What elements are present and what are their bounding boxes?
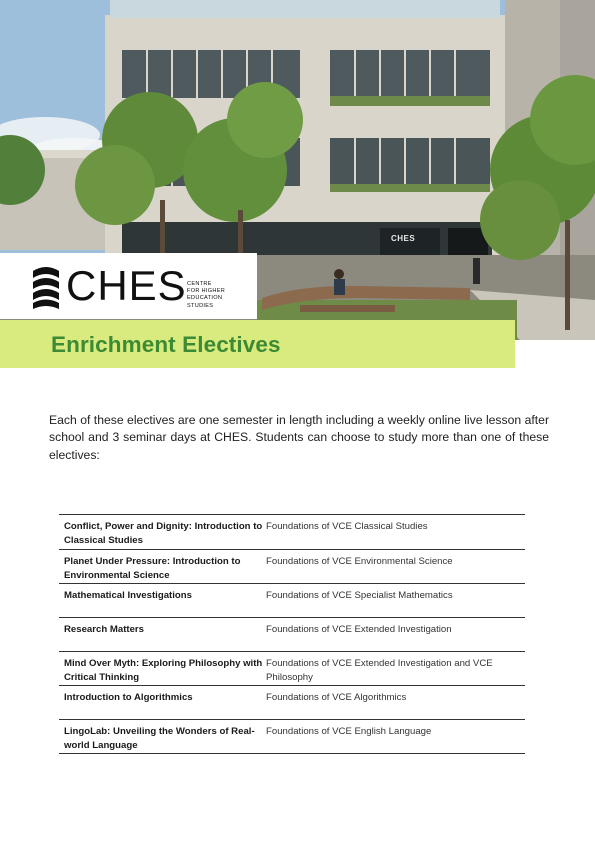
building-sign: CHES: [391, 234, 416, 243]
table-row: [59, 584, 525, 618]
logo-subtitle-line: EDUCATION: [187, 295, 223, 302]
logo-subtitle-line: STUDIES: [187, 302, 214, 309]
logo-subtitle: [187, 281, 247, 310]
elective-foundation: Foundations of VCE Extended Investigation: [266, 624, 452, 635]
elective-foundation: Foundations of VCE Extended Investigation and VCE Philosophy: [266, 658, 493, 683]
elective-name: Mathematical Investigations: [64, 590, 192, 601]
logo-subtitle-line: FOR HIGHER: [187, 288, 226, 295]
elective-foundation: Foundations of VCE Specialist Mathematics: [266, 590, 453, 601]
elective-foundation: Foundations of VCE Algorithmics: [266, 692, 407, 703]
ches-logo-icon: [31, 265, 61, 309]
elective-foundation: Foundations of VCE Classical Studies: [266, 521, 428, 532]
title-band: [0, 320, 515, 368]
table-row: [59, 720, 525, 754]
intro-paragraph: Each of these electives are one semester in length including a weekly online live lesson after school and 3 seminar days at CHES. Students can choose to study more than one of these electives:: [49, 413, 549, 462]
elective-name: Planet Under Pressure: Introduction to Environmental Science: [64, 556, 241, 581]
elective-name: Introduction to Algorithmics: [64, 692, 193, 703]
page-title: Enrichment Electives: [51, 332, 281, 357]
electives-table: [59, 514, 525, 754]
elective-foundation: Foundations of VCE Environmental Science: [266, 556, 453, 567]
table-row: [59, 652, 525, 686]
elective-name: Research Matters: [64, 624, 144, 635]
logo-subtitle-line: CENTRE: [187, 281, 212, 287]
elective-name: LingoLab: Unveiling the Wonders of Real-world Language: [64, 726, 255, 751]
table-row: [59, 550, 525, 584]
table-row: [59, 515, 525, 550]
elective-name: Conflict, Power and Dignity: Introduction to Classical Studies: [64, 521, 263, 546]
logo-wordmark: CHES: [66, 262, 187, 309]
elective-name: Mind Over Myth: Exploring Philosophy with Critical Thinking: [64, 658, 263, 683]
table-row: [59, 686, 525, 720]
table-row: [59, 618, 525, 652]
elective-foundation: Foundations of VCE English Language: [266, 726, 432, 737]
logo-panel: [0, 253, 257, 319]
